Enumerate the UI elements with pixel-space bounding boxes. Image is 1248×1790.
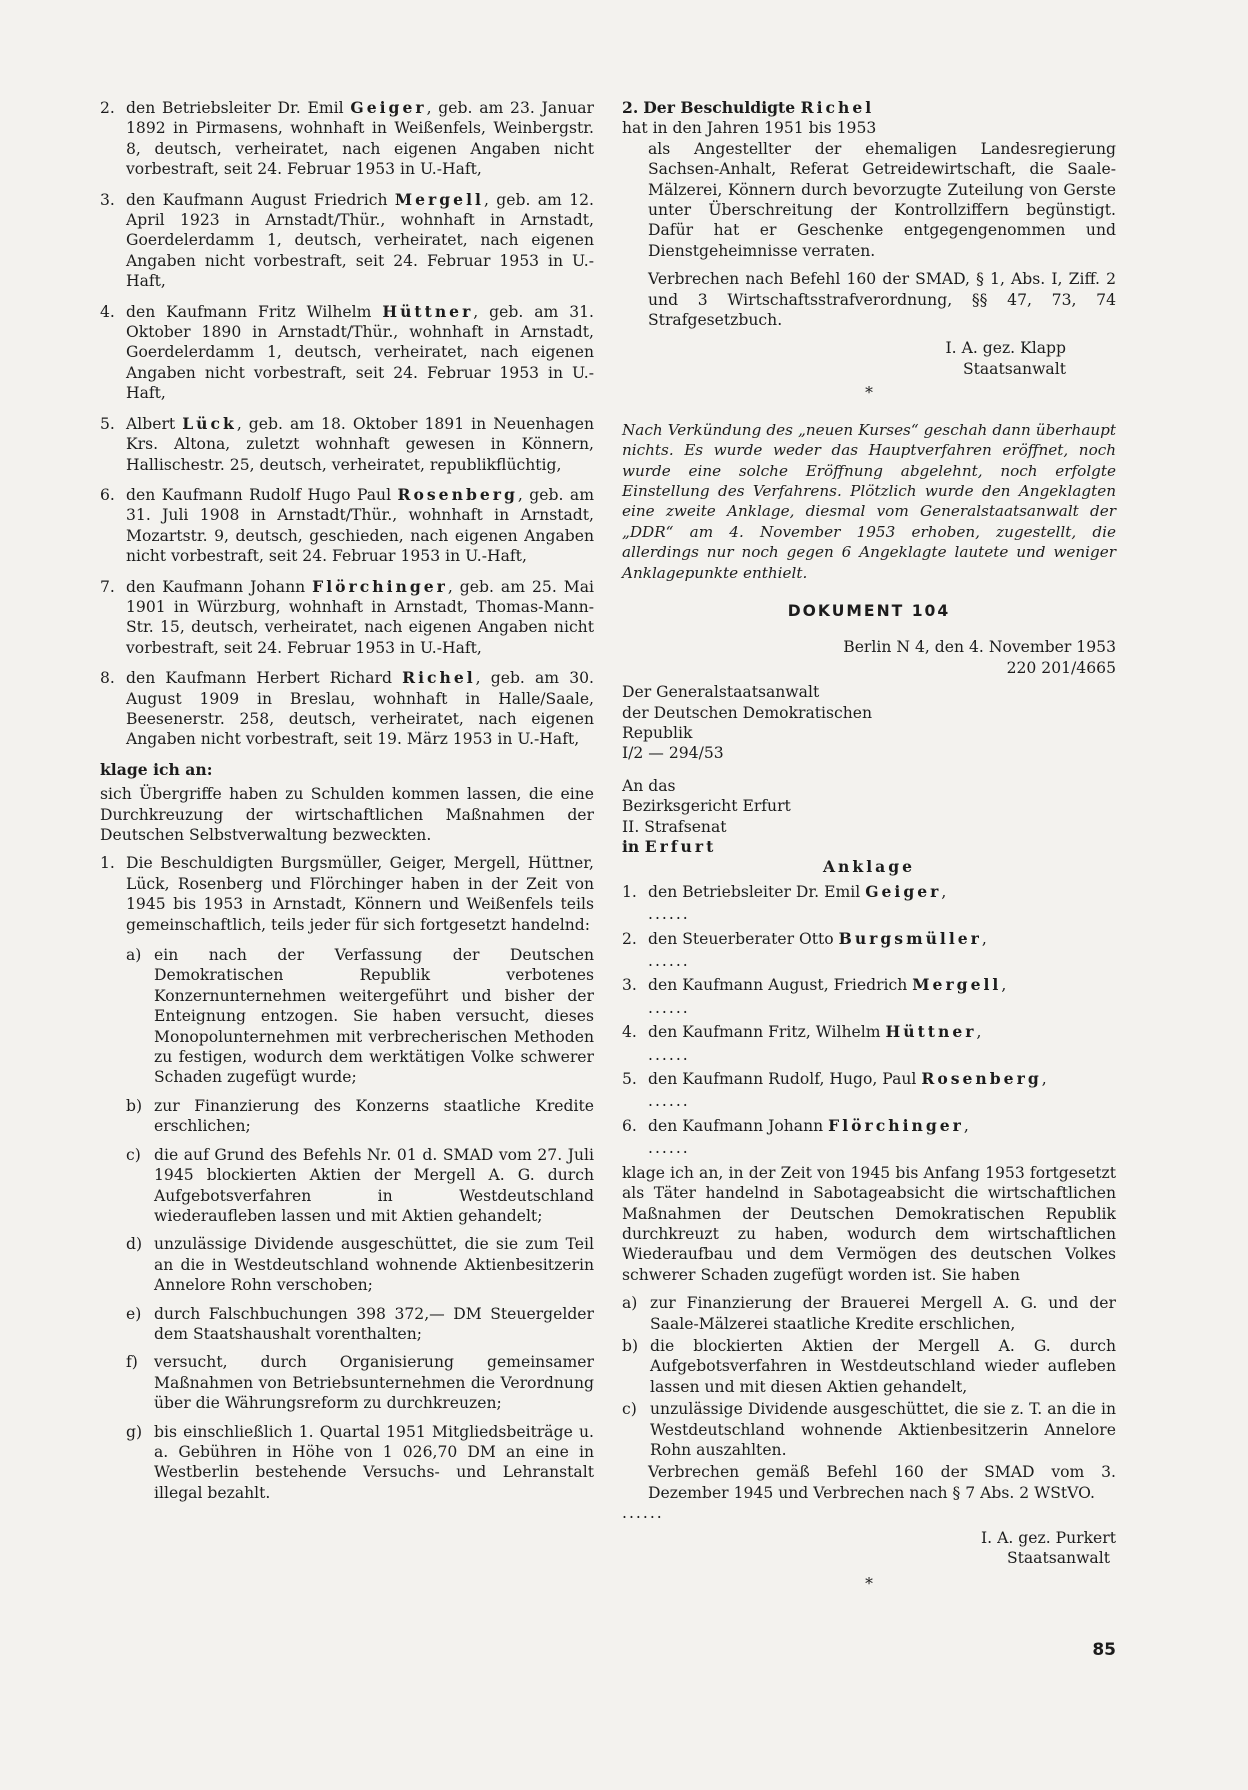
- sub-text: durch Falschbuchungen 398 372,— DM Steuergelder dem Staatshaushalt vorenthalten;: [154, 1304, 594, 1343]
- ellipsis: ......: [648, 952, 690, 971]
- file-number: 220 201/4665: [1006, 658, 1116, 677]
- accused-name: Burgsmüller: [838, 928, 982, 948]
- defendant-name: Hüttner: [382, 301, 474, 321]
- ellipsis: ......: [648, 905, 690, 924]
- entry-number: 2.: [100, 99, 115, 117]
- entry-number: 8.: [100, 669, 115, 688]
- accused-name: Flörchinger: [828, 1115, 964, 1135]
- point-number: 2.: [622, 98, 639, 117]
- accused-text: den Kaufmann Fritz, Wilhelm: [648, 1023, 886, 1042]
- editorial-note: Nach Verkündung des „neuen Kurses“ geschah dann überhaupt nichts. Es wurde weder das Hauptverfahren eröffnet, noch wurde eine solche Eröffnung abgelehnt, noch erfolgte Einstellung des Verfahrens. Plötzlich wurde den Angeklagten eine zweite Anklage, diesmal vom Generalstaatsanwalt der „DDR“ am 4. November 1953 erhoben, zugestellt, die allerdings nur noch gegen 6 Angeklagte lautete und weniger Anklagepunkte enthielt.: [622, 420, 1116, 582]
- accused-number: 6.: [622, 1116, 637, 1135]
- entry-number: 3.: [100, 190, 115, 209]
- accused-name: Rosenberg: [921, 1069, 1042, 1089]
- sub-point: [126, 1145, 594, 1227]
- defendant-entry: [100, 668, 594, 750]
- sub-point: [126, 1422, 594, 1504]
- defendant-entry: [100, 98, 594, 180]
- sub-text: unzulässige Dividende ausgeschüttet, die sie z. T. an die in Westdeutschland wohnende Aktienbesitzerin Annelore Rohn auszahlten.: [650, 1400, 1116, 1459]
- sub-point: [622, 1293, 1116, 1334]
- accused-number: 3.: [622, 976, 637, 995]
- sub-text: bis einschließlich 1. Quartal 1951 Mitgliedsbeiträge u. a. Gebühren in Höhe von 1 026,70 DM an eine in Westberlin bestehende Versuchs- und Lehranstalt illegal bezahlt.: [154, 1422, 594, 1502]
- accused-number: 1.: [622, 882, 637, 901]
- accused-text: ,: [963, 1116, 969, 1135]
- point-heading: Der Beschuldigte: [643, 98, 801, 117]
- sub-label: f): [126, 1353, 138, 1372]
- accused-item: [622, 1069, 1116, 1089]
- entry-text: den Kaufmann Herbert Richard: [126, 669, 403, 688]
- accused-number: 5.: [622, 1070, 637, 1089]
- entry-number: 4.: [100, 302, 115, 321]
- entry-text: , geb. am 30. August 1909 in Breslau, wohnhaft in Halle/Saale, Beesenerstr. 258, deutsch, verheiratet, nach eigenen Angaben nicht vorbestraft, seit 19. März 1953 in U.-Haft,: [126, 669, 595, 749]
- sender-line-2: der Deutschen Demokratischen: [622, 703, 873, 722]
- recipient-line-3: II. Strafsenat: [622, 817, 727, 836]
- charge-summary: sich Übergriffe haben zu Schulden kommen lassen, die eine Durchkreuzung der wirtschaftlichen Maßnahmen der Deutschen Selbstverwaltung bezweckten.: [100, 785, 594, 844]
- crime-text: Verbrechen gemäß Befehl 160 der SMAD vom 3. Dezember 1945 und Verbrechen nach § 7 Abs. 2 WStVO.: [648, 1463, 1116, 1502]
- sub-text: die auf Grund des Befehls Nr. 01 d. SMAD vom 27. Juli 1945 blockierten Aktien der Mergell A. G. durch Aufgebotsverfahren in Westdeutschland wiederaufleben lassen und mit Aktien gehandelt;: [154, 1145, 594, 1225]
- accused-text: den Kaufmann Johann: [648, 1116, 829, 1135]
- defendant-name: Flörchinger: [312, 576, 448, 596]
- entry-number: 5.: [100, 414, 115, 433]
- document-heading: DOKUMENT 104: [787, 601, 951, 620]
- signature-2-name: I. A. gez. Purkert: [981, 1528, 1116, 1547]
- entry-text: den Kaufmann August Friedrich: [126, 190, 395, 209]
- sub-label: d): [126, 1235, 143, 1254]
- accused-list: [622, 882, 1116, 1159]
- ellipsis: ......: [648, 1139, 690, 1158]
- sub-point: [126, 1234, 594, 1295]
- entry-text: den Kaufmann Rudolf Hugo Paul: [126, 485, 398, 504]
- accused-name: Mergell: [912, 975, 1002, 995]
- recipient-line-2: Bezirksgericht Erfurt: [622, 797, 791, 816]
- accused-text: den Betriebsleiter Dr. Emil: [648, 882, 866, 901]
- sub-point: [622, 1336, 1116, 1397]
- ellipsis: ......: [622, 1504, 664, 1523]
- sub-text: unzulässige Dividende ausgeschüttet, die sie zum Teil an die in Westdeutschland wohnende Aktienbesitzerin Annelore Rohn verschoben;: [154, 1235, 594, 1295]
- signature-1-name: I. A. gez. Klapp: [945, 339, 1066, 358]
- point-number: 1.: [100, 854, 115, 873]
- defendant-name: Geiger: [350, 98, 427, 117]
- sub-label: c): [126, 1145, 141, 1164]
- entry-text: den Betriebsleiter Dr. Emil: [126, 99, 351, 117]
- sub-text: die blockierten Aktien der Mergell A. G. durch Aufgebotsverfahren in Westdeutschland wieder aufleben lassen und mit diesen Aktien gehandelt,: [650, 1336, 1116, 1396]
- defendant-name: Richel: [800, 98, 875, 117]
- sub-point: [622, 1399, 1116, 1460]
- sub-label: a): [126, 946, 142, 965]
- entry-text: , geb. am 31. Oktober 1890 in Arnstadt/Thür., wohnhaft in Arnstadt, Goerdelerdamm 1, deutsch, verheiratet, nach eigenen Angaben nicht vorbestraft, seit 24. Februar 1953 in U.-Haft,: [126, 302, 595, 403]
- accused-text: den Kaufmann August, Friedrich: [648, 976, 913, 995]
- accused-name: Hüttner: [885, 1022, 977, 1042]
- charge-heading: klage ich an:: [100, 759, 213, 779]
- accused-text: ,: [981, 929, 987, 948]
- sub-point: [126, 1352, 594, 1413]
- separator-star: *: [865, 384, 873, 403]
- accused-text: den Steuerberater Otto: [648, 929, 839, 948]
- sub-label: b): [622, 1336, 639, 1355]
- richel-crime-text: Verbrechen nach Befehl 160 der SMAD, § 1, Abs. I, Ziff. 2 und 3 Wirtschaftsstrafverordnung, §§ 47, 73, 74 Strafgesetzbuch.: [648, 270, 1116, 330]
- accused-text: ,: [1041, 1070, 1047, 1089]
- sub-text: versucht, durch Organisierung gemeinsamer Maßnahmen von Betriebsunternehmen die Verordnung über die Währungsreform zu durchkreuzen;: [154, 1353, 594, 1413]
- entry-number: 6.: [100, 485, 115, 504]
- entry-text: den Kaufmann Johann: [126, 577, 313, 596]
- separator-star: *: [865, 1575, 873, 1594]
- charge-point-1: [100, 853, 594, 935]
- sender-line-1: Der Generalstaatsanwalt: [622, 683, 820, 702]
- reference-number: I/2 — 294/53: [622, 744, 724, 763]
- sub-text: zur Finanzierung des Konzerns staatliche Kredite erschlichen;: [154, 1096, 594, 1136]
- entry-text: , geb. am 23. Januar 1892 in Pirmasens, wohnhaft in Weißenfels, Weinbergstr. 8, deutsch, verheiratet, nach eigenen Angaben nicht vorbestraft, seit 24. Februar 1953 in U.-Haft,: [126, 99, 594, 179]
- defendant-entry: [100, 302, 594, 404]
- accused-name: Geiger: [865, 881, 942, 901]
- page-number: 85: [1092, 1640, 1116, 1660]
- recipient-prefix: in: [622, 837, 645, 856]
- accused-item: [622, 882, 1116, 902]
- entry-text: den Kaufmann Fritz Wilhelm: [126, 302, 383, 321]
- sub-points: [100, 945, 594, 1503]
- sub-label: g): [126, 1422, 143, 1441]
- accused-item: [622, 929, 1116, 949]
- indictment-title: Anklage: [822, 857, 916, 877]
- accused-number: 4.: [622, 1023, 637, 1042]
- accused-item: [622, 1022, 1116, 1042]
- entry-text: , geb. am 31. Juli 1908 in Arnstadt/Thür., wohnhaft in Arnstadt, Mozartstr. 9, deutsch, geschieden, nach eigenen Angaben nicht vorbestraft, seit 24. Februar 1953 in U.-Haft,: [126, 485, 595, 566]
- richel-charge-text: als Angestellter der ehemaligen Landesregierung Sachsen-Anhalt, Referat Getreidewirtschaft, die Saale-Mälzerei, Könnern durch bevorzugte Zuteilung von Gerste unter Überschreitung der Kontrollziffern begünstigt. Dafür hat er Geschenke entgegengenommen und Dienstgeheimnisse verraten.: [648, 139, 1116, 260]
- accused-text: ,: [976, 1023, 982, 1042]
- entry-text: , geb. am 12. April 1923 in Arnstadt/Thür., wohnhaft in Arnstadt, Goerdelerdamm 1, deutsch, verheiratet, nach eigenen Angaben nicht vorbestraft, seit 24. Februar 1953 in U.-Haft,: [126, 190, 594, 291]
- defendant-entry: [100, 577, 594, 659]
- accused-text: ,: [1001, 976, 1007, 995]
- recipient-city: Erfurt: [644, 837, 717, 856]
- accused-text: den Kaufmann Rudolf, Hugo, Paul: [648, 1070, 922, 1089]
- ellipsis: ......: [648, 1045, 690, 1064]
- richel-period: hat in den Jahren 1951 bis 1953: [622, 119, 877, 138]
- place-date: Berlin N 4, den 4. November 1953: [843, 638, 1116, 657]
- signature-1-title: Staatsanwalt: [962, 359, 1066, 378]
- recipient-line-4: [622, 837, 1116, 857]
- sub-label: e): [126, 1304, 142, 1323]
- defendant-name: Rosenberg: [397, 484, 518, 504]
- sub-point: [126, 1096, 594, 1137]
- sub-point: [126, 945, 594, 1088]
- entry-text: , geb. am 18. Oktober 1891 in Neuenhagen Krs. Altona, zuletzt wohnhaft gewesen in Könnern, Hallischestr. 25, deutsch, verheiratet, republikflüchtig,: [126, 414, 594, 474]
- recipient-line-1: An das: [622, 776, 676, 795]
- sub-label: b): [126, 1096, 143, 1115]
- sub-label: a): [622, 1294, 638, 1313]
- ellipsis: ......: [648, 998, 690, 1017]
- sub-text: ein nach der Verfassung der Deutschen Demokratischen Republik verbotenes Konzernunternehmen weitergeführt und bisher der Enteignung entzogen. Sie haben versucht, dieses Monopolunternehmen mit verbrecherischen Methoden zu festigen, wodurch dem werktätigen Volke schwerer Schaden zugefügt wurde;: [154, 946, 594, 1087]
- right-column: [622, 98, 1116, 1611]
- defendant-name: Lück: [182, 413, 237, 433]
- charge-sub-points: [622, 1293, 1116, 1460]
- richel-heading: [622, 98, 1116, 118]
- entry-text: Albert: [126, 414, 183, 433]
- defendant-name: Mergell: [394, 189, 484, 209]
- sub-label: c): [622, 1400, 637, 1419]
- accused-item: [622, 975, 1116, 995]
- defendant-entry: [100, 414, 594, 475]
- defendant-entry: [100, 485, 594, 567]
- sender-line-3: Republik: [622, 723, 693, 742]
- sub-text: zur Finanzierung der Brauerei Mergell A. G. und der Saale-Mälzerei staatliche Kredite erschlichen,: [650, 1294, 1116, 1333]
- signature-2-title: Staatsanwalt: [1006, 1549, 1110, 1567]
- sub-point: [126, 1304, 594, 1345]
- accused-number: 2.: [622, 929, 637, 948]
- point-text: Die Beschuldigten Burgsmüller, Geiger, Mergell, Hüttner, Lück, Rosenberg und Flörchinger haben in der Zeit von 1945 bis 1953 in Arnstadt, Könnern und Weißenfels teils gemeinschaftlich, teils jeder für sich fortgesetzt handelnd:: [126, 854, 594, 934]
- defendant-name: Richel: [402, 668, 476, 688]
- accused-item: [622, 1116, 1116, 1136]
- left-column: [100, 98, 594, 1511]
- defendant-entry: [100, 190, 594, 292]
- entry-number: 7.: [100, 577, 115, 596]
- accused-text: ,: [941, 882, 947, 901]
- charge-text: klage ich an, in der Zeit von 1945 bis Anfang 1953 fortgesetzt als Täter handelnd in Sabotageabsicht die wirtschaftlichen Maßnahmen der Deutschen Demokratischen Republik durchkreuzt zu haben, wodurch dem wirtschaftlichen Wiederaufbau und dem Vermögen des deutschen Volkes schwerer Schaden zugefügt worden ist. Sie haben: [622, 1163, 1116, 1284]
- ellipsis: ......: [648, 1092, 690, 1111]
- entry-text: , geb. am 25. Mai 1901 in Würzburg, wohnhaft in Arnstadt, Thomas-Mann-Str. 15, deutsch, verheiratet, nach eigenen Angaben nicht vorbestraft, seit 24. Februar 1953 in U.-Haft,: [126, 577, 594, 657]
